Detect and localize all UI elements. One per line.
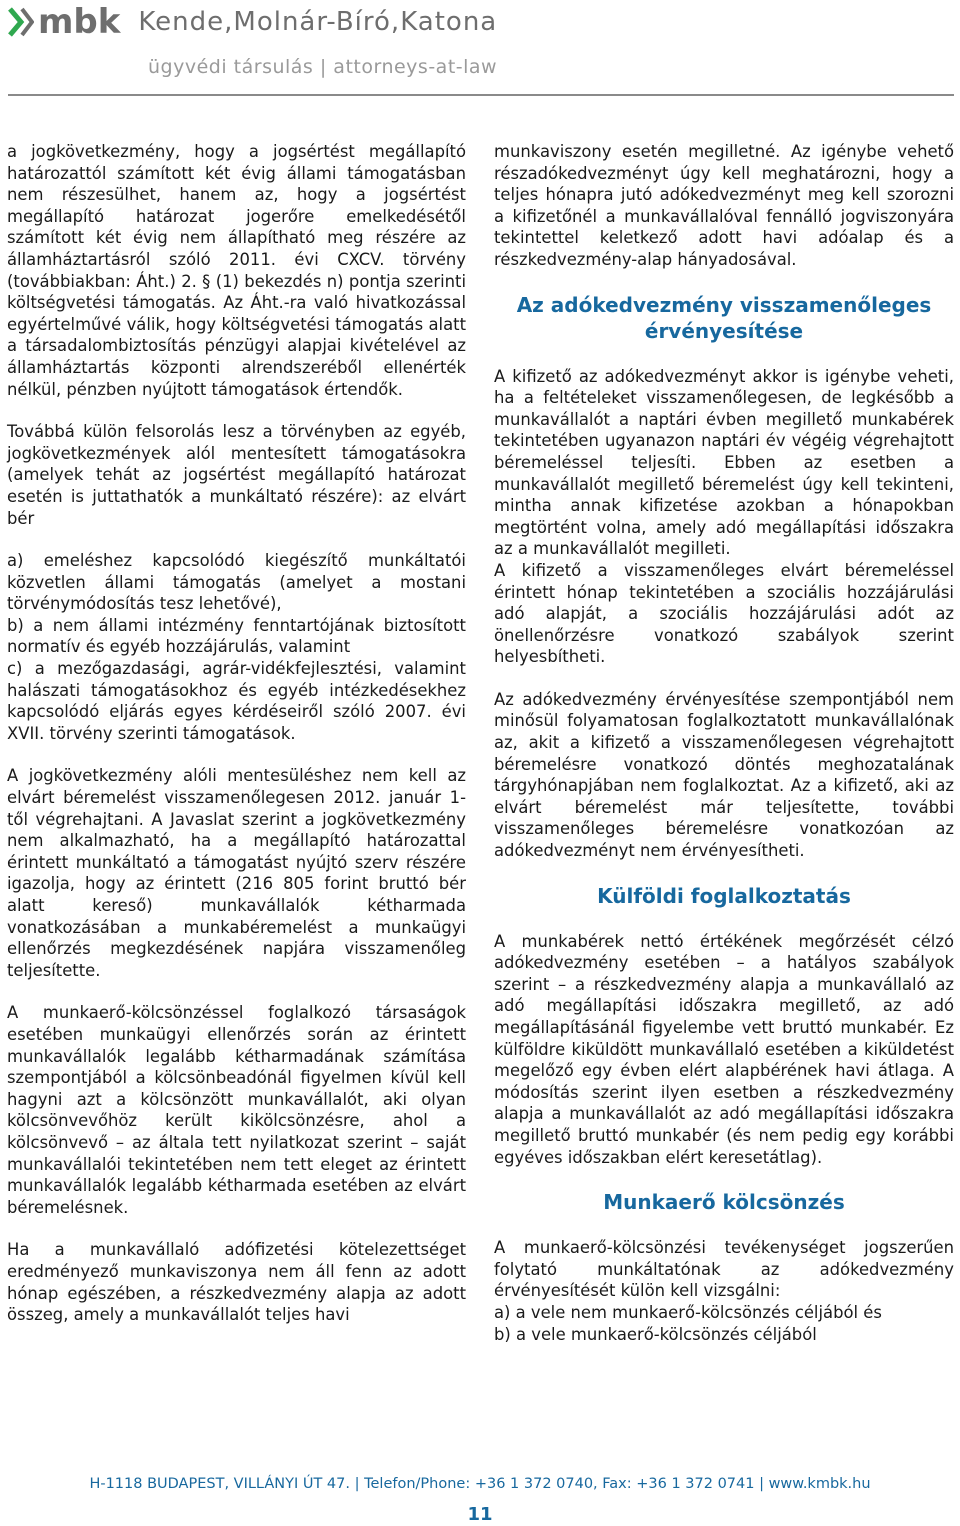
list-item-b: b) a nem állami intézmény fenntartójának biztosított normatív és egyéb hozzájárulás, valamint — [7, 615, 466, 657]
paragraph: Az adókedvezmény érvényesítése szempontjából nem minősül folyamatosan foglalkoztatott munkavállalónak az, akit a kifizető a visszamenőlegesen végrehajtott béremelésre vonatkozó döntés meghozatalának tárgyhónapjában nem foglalkoztat. Az a kifizető, aki az elvárt béremelést már teljesítette, további visszamenőleges béremelésre vonatkozóan az adókedvezményt nem érvényesítheti. — [494, 689, 954, 861]
list-item-a: a) emeléshez kapcsolódó kiegészítő munkáltatói közvetlen állami támogatás (amelyet a mostani törvénymódosítás tesz lehetővé), — [7, 551, 466, 614]
list-item-b: b) a vele munkaerő-kölcsönzés céljából — [494, 1324, 817, 1344]
page-header — [0, 0, 960, 100]
paragraph: a jogkövetkezmény, hogy a jogsértést megállapító határozattól számított két évig állami támogatásban nem részesülhet, hanem az, hogy a jogsértést megállapító határozat jogerőre emelkedésétől számított két évig nem állapítható meg részére az államháztartásról szóló 2011. évi CXCV. törvény (továbbiakban: Áht.) 2. § (1) bekezdés n) pontja szerinti költségvetési támogatás. Az Áht.-ra való hivatkozással egyértelművé válik, hogy költségvetési támogatás alatt a társadalombiztosítás pénzügyi alapjai kivételével az államháztartás központi alrendszeréből ellenérték nélkül, pénzben nyújtott támogatások értendők. — [7, 142, 466, 399]
list-item-c: c) a mezőgazdasági, agrár-vidékfejlesztési, valamint halászati támogatásokhoz és egyéb intézkedésekhez kapcsolódó eljárás egyes kérdéseiről szóló 2007. évi XVII. törvény szerinti támogatások. — [7, 659, 466, 743]
logo-mbk-text: mbk — [38, 2, 121, 42]
paragraph: Továbbá külön felsorolás lesz a törvényben az egyéb, jogkövetkezmények alól mentesített támogatásokra (amelyek tehát az jogsértést megállapító határozat esetén is juttathatók a munkáltató részére): az elvárt bér — [7, 422, 466, 528]
paragraph: A munkabérek nettó értékének megőrzését célzó adókedvezmény esetében – a hatályos szabályok szerint – a részkedvezmény alapja a munkavállaló az adó megállapítási időszakra megillető, az adó megállapításánál figyelembe vett bruttó munkabér. Ez külföldre kiküldött munkavállaló esetében a kiküldetést megelőző egy évben elért alapbérének havi átlaga. A módosítás szerint ilyen esetben a részkedvezmény alapja a munkavállalót az adó megállapítási időszakra megillető bruttó munkabér (és nem pedig egy korábbi egyéves időszakban elért keresetátlag). — [494, 931, 954, 1167]
page-number: 11 — [467, 1504, 493, 1525]
firm-name: Kende,Molnár-Bíró,Katona — [138, 7, 498, 37]
section-heading: Külföldi foglalkoztatás — [597, 883, 851, 908]
left-column — [7, 141, 466, 1347]
list-item-a: a) a vele nem munkaerő-kölcsönzés céljából és — [494, 1302, 882, 1322]
header-divider — [8, 94, 954, 96]
footer-contact: H-1118 BUDAPEST, VILLÁNYI ÚT 47. | Telefon/Phone: +36 1 372 0740, Fax: +36 1 372 0741 | www.kmbk.hu — [89, 1476, 871, 1492]
paragraph: A munkaerő-kölcsönzési tevékenységet jogszerűen folytató munkáltatónak az adókedvezmény érvényesítését külön kell vizsgálni: — [494, 1238, 954, 1301]
section-heading: Munkaerő kölcsönzés — [603, 1190, 845, 1215]
firm-logo — [8, 2, 497, 42]
paragraph: Ha a munkavállaló adófizetési kötelezettséget eredményező munkaviszonya nem áll fenn az adott hónap egészében, a részkedvezmény alapja az adott összeg, amely a munkavállalót teljes havi — [7, 1240, 466, 1325]
paragraph: A munkaerő-kölcsönzéssel foglalkozó társaságok esetében munkaügyi ellenőrzés során az érintett munkavállalók legalább kétharmadának számítása szempontjából a kölcsönbeadónál figyelmen kívül kell hagyni azt a kölcsönzött munkavállalót, aki olyan kölcsönvevőhöz került kikölcsönzésre, ahol a kölcsönvevő – az általa tett nyilatkozat szerint – saját munkavállalói tekintetében nem tett eleget az érintett munkavállalók legalább kétharmada esetében az elvárt béremelésnek. — [7, 1003, 466, 1217]
section-heading: Az adókedvezmény visszamenőleges érvényesítése — [516, 292, 932, 343]
paragraph: A kifizető a visszamenőleges elvárt béremeléssel érintett hónap tekintetében a szociális hozzájárulási adó alapját, a szociális hozzájárulási adót az önellenőrzésre vonatkozó szabályok szerint helyesbítheti. — [494, 560, 954, 667]
paragraph: A kifizető az adókedvezményt akkor is igénybe veheti, ha a feltételeket visszamenőlegesen, de legkésőbb a munkavállalót a naptári évben megillető munkabérek tekintetében ugyanazon naptári év végéig végrehajtott béremeléssel teljesíti. Ebben az esetben a munkavállalót megillető béremelést úgy kell tekinteni, mintha annak kifizetése azokban a hónapokban megtörtént volna, amely adó megállapítási időszakra az a munkavállalót megilleti. — [494, 366, 954, 559]
paragraph: munkaviszony esetén megilletné. Az igénybe vehető részadókedvezményt úgy kell meghatározni, hogy a teljes hónapra jutó adókedvezményt meg kell szorozni a kifizetőnél a munkavállalóval fennálló jogviszonyára tekintettel keletkező adott havi adóalap és a részkedvezmény-alap hányadosával. — [494, 142, 954, 269]
firm-tagline: ügyvédi társulás | attorneys-at-law — [148, 56, 498, 78]
kmbk-logo-icon — [8, 5, 34, 39]
page-footer — [0, 1476, 960, 1525]
paragraph: A jogkövetkezmény alóli mentesüléshez nem kell az elvárt béremelést visszamenőlegesen 2012. január 1-től végrehajtani. A Javaslat szerint a jogkövetkezmény nem alkalmazható, ha a megállapító határozattal érintett munkáltató a támogatást nyújtó szerv részére igazolja, hogy az érintett (216 805 forint bruttó bér alatt kereső) munkavállalók kétharmada vonatkozásában a munkabéremelést a munkaügyi ellenőrzés megkezdésének napjára visszamenőleg teljesítette. — [7, 766, 466, 980]
right-column — [494, 141, 954, 1345]
